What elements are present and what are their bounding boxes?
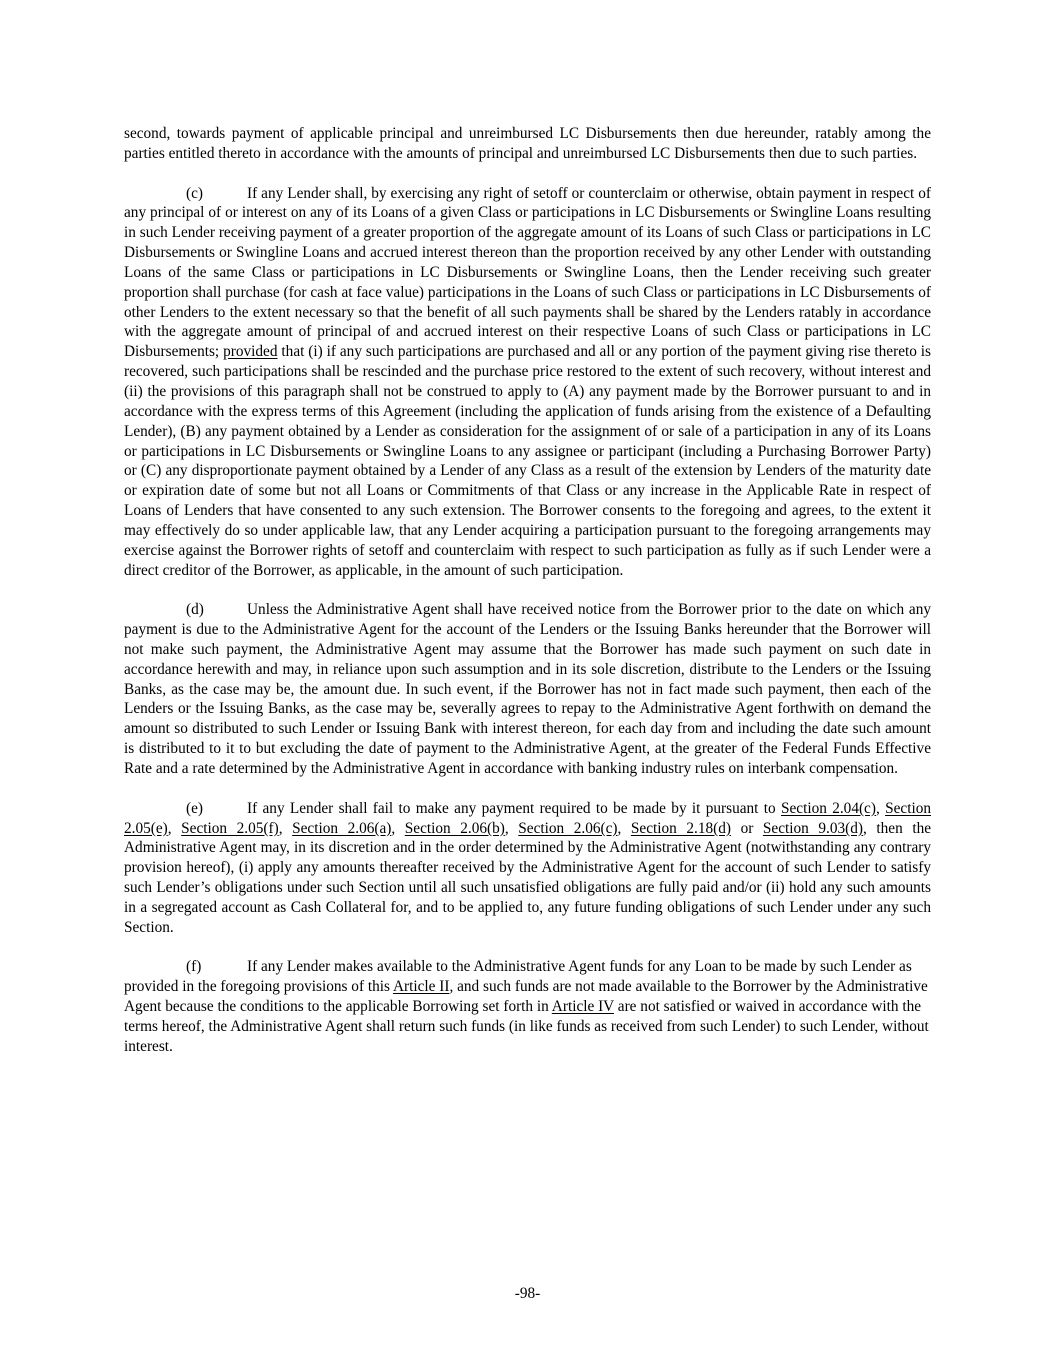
paragraph-e-text-1: If any Lender shall fail to make any payment required to be made by it pursuant to xyxy=(247,799,776,817)
section-ref-2-18d: Section 2.18(d) xyxy=(630,819,731,837)
article-ref-iv: Article IV xyxy=(551,998,614,1016)
section-ref-2-05f: Section 2.05(f) xyxy=(181,819,279,837)
provided-term: provided xyxy=(223,343,278,361)
section-ref-2-06c: Section 2.06(c) xyxy=(518,819,618,837)
paragraph-f-text-2: , and such funds are not made available to the Borrower by the Administrative Agent because the conditions to the applicable Borrowing set forth in xyxy=(124,978,928,1016)
paragraph-c-text-2: that (i) if any such participations are purchased and all or any portion of the payment giving rise thereto is recovered, such participations shall be rescinded and the purchase price restored to the extent of such recovery, without interest and (ii) the provisions of this paragraph shall not be construed to apply to (A) any payment made by the Borrower pursuant to and in accordance with the express terms of this Agreement (including the application of funds arising from the existence of a Defaulting Lender), (B) any payment obtained by a Lender as consideration for the assignment of or sale of a participation in any of its Loans or participations in LC Disbursements or Swingline Loans to any assignee or participant (including a Purchasing Borrower Party) or (C) any disproportionate payment obtained by a Lender of any Class as a result of the extension by Lenders of the maturity date or expiration date of some but not all Loans or Commitments of that Class or any increase in the Applicable Rate in respect of Loans of Lenders that have consented to any such extension. The Borrower consents to the foregoing and agrees, to the extent it may effectively do so under applicable law, that any Lender acquiring a participation pursuant to the foregoing arrangements may exercise against the Borrower rights of setoff and counterclaim with respect to such participation as fully as if such Lender were a direct creditor of the Borrower, as applicable, in the amount of such participation. xyxy=(124,343,931,579)
paragraph-continuation xyxy=(124,124,931,164)
paragraph-c-text-1: If any Lender shall, by exercising any right of setoff or counterclaim or otherwise, obtain payment in respect of any principal of or interest on any of its Loans of a given Class or participations in LC Disbursements or Swingline Loans resulting in such Lender receiving payment of a greater proportion of the aggregate amount of its Loans of such Class or participations in LC Disbursements or Swingline Loans and accrued interest thereon than the proportion received by any other Lender with outstanding Loans of the same Class or participations in LC Disbursements or Swingline Loans, then the Lender receiving such greater proportion shall purchase (for cash at face value) participations in the Loans of such Class or participations in LC Disbursements of other Lenders to the extent necessary so that the benefit of all such payments shall be shared by the Lenders ratably in accordance with the aggregate amount of principal of and accrued interest on their respective Loans of such Class or participations in LC Disbursements; xyxy=(124,184,931,361)
document-page xyxy=(124,124,931,1077)
section-ref-2-04c: Section 2.04(c) xyxy=(780,799,876,817)
section-ref-2-06b: Section 2.06(b) xyxy=(404,819,505,837)
paragraph-c xyxy=(124,184,931,581)
paragraph-f-text-1: If any Lender makes available to the Administrative Agent funds for any Loan to be made by such Lender as provided in the foregoing provisions of this xyxy=(124,958,912,996)
paragraph-e: (e) If any Lender shall fail to make any payment required to be made by it pursuant to Section 2.04(c), Section 2.05(e), Section 2.05(f), Section 2.06(a), Section 2.06(b), Section 2.06(c), Section 2.18(d) or Section 9.03(d), then the Administrative Agent may, in its discretion and in the order determined by the Administrative Agent (notwithstanding any contrary provision hereof), (i) apply any amounts thereafter received by the Administrative Agent for the account of such Lender to satisfy such Lender’s obligations under such Section until all such unsatisfied obligations are fully paid and/or (ii) hold any such amounts in a segregated account as Cash Collateral for, and to be applied to, any future funding obligations of such Lender under any such Section. xyxy=(124,799,932,936)
paragraph-f xyxy=(124,957,931,1056)
section-ref-2-05e: Section 2.05(e) xyxy=(124,799,931,837)
paragraph-e-conjunction: or xyxy=(740,819,754,837)
paragraph-continuation-text: second, towards payment of applicable principal and unreimbursed LC Disbursements then due hereunder, ratably among the parties entitled thereto in accordance with the amounts of principal and unreimbursed LC Disbursements then due to such parties. xyxy=(124,125,931,162)
paragraph-f-text-3: are not satisfied or waived in accordance with the terms hereof, the Administrative Agent shall return such funds (in like funds as received from such Lender) to such Lender, without interest. xyxy=(124,998,929,1055)
paragraph-d xyxy=(124,600,931,779)
section-ref-2-06a: Section 2.06(a) xyxy=(292,819,392,837)
paragraph-c-label: (c) xyxy=(186,184,203,202)
paragraph-d-text: Unless the Administrative Agent shall have received notice from the Borrower prior to the date on which any payment is due to the Administrative Agent for the account of the Lenders or the Issuing Banks hereunder that the Borrower will not make such payment, the Administrative Agent may assume that the Borrower has made such payment on such date in accordance herewith and may, in reliance upon such assumption and in its sole discretion, distribute to the Lenders or the Issuing Banks, as the case may be, the amount due. In such event, if the Borrower has not in fact made such payment, then each of the Lenders or the Issuing Banks, as the case may be, severally agrees to repay to the Administrative Agent forthwith on demand the amount so distributed to such Lender or Issuing Bank with interest thereon, for each day from and including the date such amount is distributed to it to but excluding the date of payment to the Administrative Agent, at the greater of the Federal Funds Effective Rate and a rate determined by the Administrative Agent in accordance with banking industry rules on interbank compensation. xyxy=(124,601,931,777)
paragraph-e-label: (e) xyxy=(186,799,203,817)
paragraph-e-text-2: , then the Administrative Agent may, in its discretion and in the order determined by the Administrative Agent (notwithstanding any contrary provision hereof), (i) apply any amounts thereafter received by the Administrative Agent for the account of such Lender to satisfy such Lender’s obligations under such Section until all such unsatisfied obligations are fully paid and/or (ii) hold any such amounts in a segregated account as Cash Collateral for, and to be applied to, any future funding obligations of such Lender under any such Section. xyxy=(124,819,932,936)
paragraph-d-label: (d) xyxy=(186,601,204,619)
section-ref-9-03d: Section 9.03(d) xyxy=(762,819,863,837)
paragraph-f-label: (f) xyxy=(186,958,202,976)
page-number: -98- xyxy=(514,1285,541,1302)
article-ref-ii: Article II xyxy=(392,978,450,996)
